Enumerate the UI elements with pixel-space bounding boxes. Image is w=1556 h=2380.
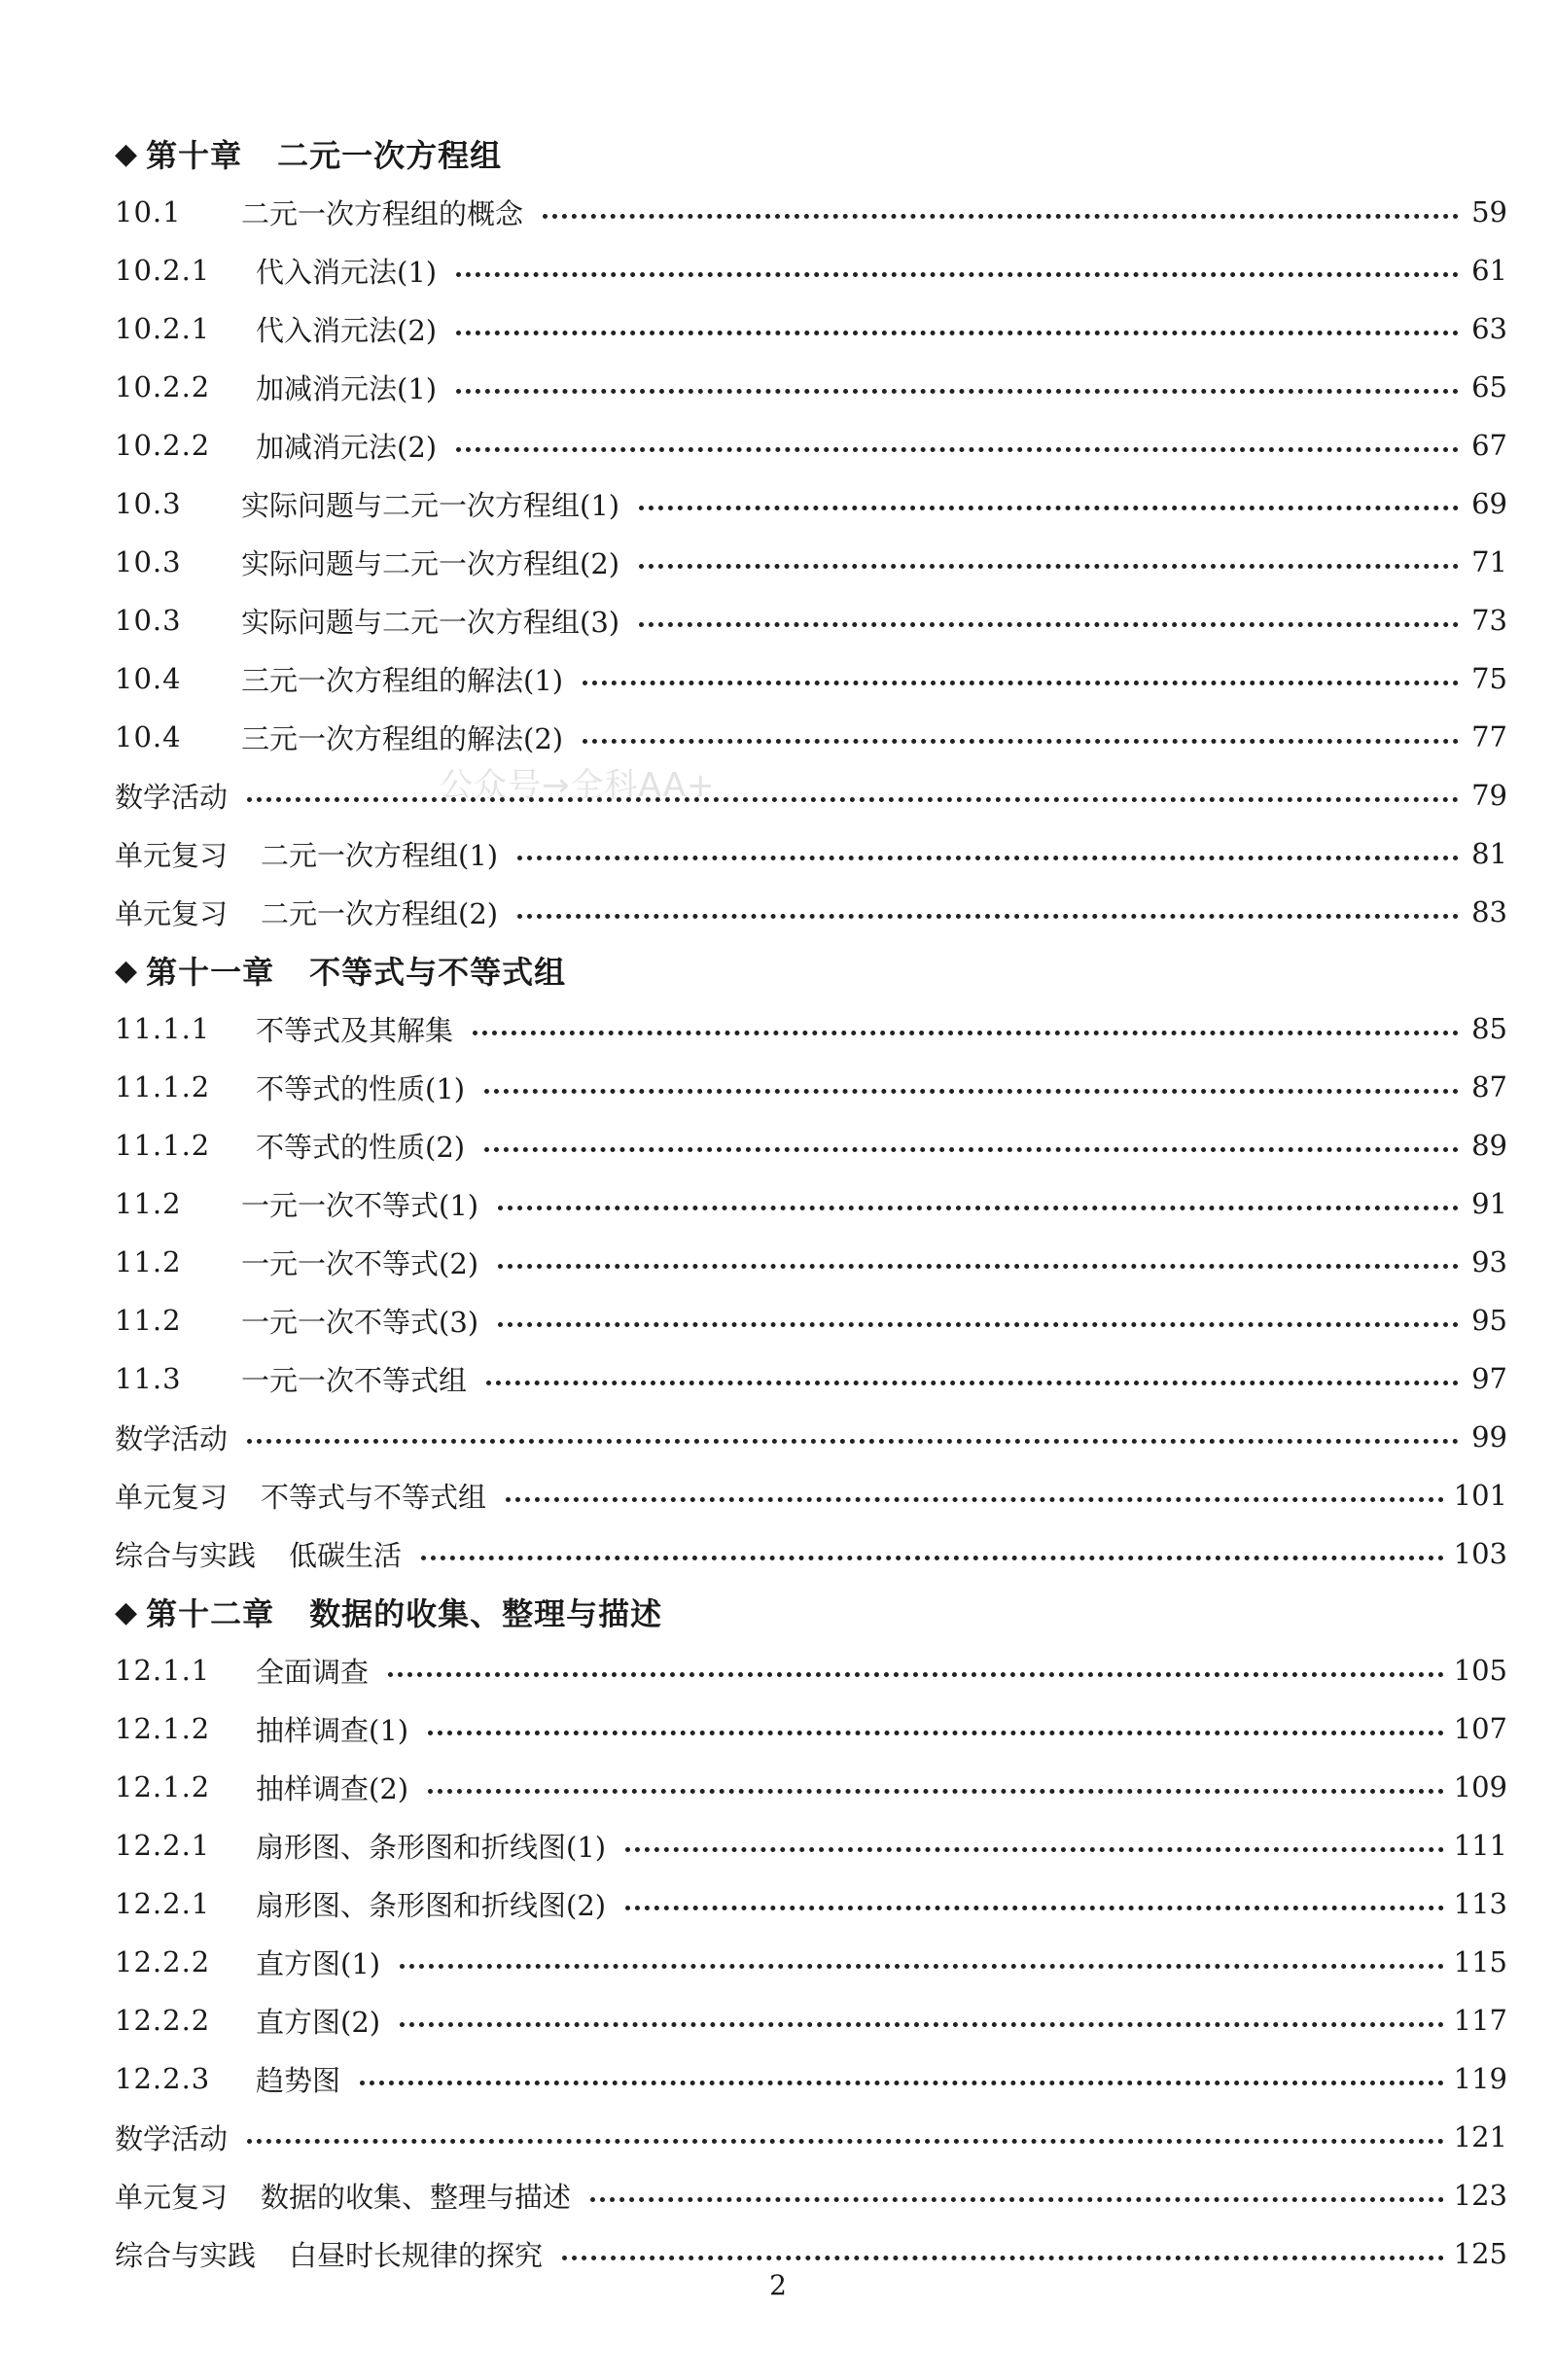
page-number-ref: 71 [1471, 545, 1507, 578]
page-number-ref: 111 [1453, 1829, 1507, 1862]
toc-entry[interactable] [115, 1233, 1507, 1291]
entry-title: 单元复习 [115, 2180, 229, 2214]
entry-title: 综合与实践 [115, 1538, 257, 1572]
dot-leader [517, 914, 1459, 919]
toc-entry[interactable] [115, 241, 1507, 299]
dot-leader [421, 1556, 1444, 1560]
page-number-ref: 91 [1471, 1187, 1507, 1220]
chapter-title: 数据的收集、整理与描述 [309, 1595, 663, 1632]
section-number: 11.2 [115, 1245, 182, 1278]
section-number: 11.1.2 [115, 1070, 211, 1103]
entry-title: 一元一次不等式(2) [241, 1246, 479, 1280]
entry-title-group [256, 1884, 616, 1924]
page-number-ref: 95 [1471, 1304, 1507, 1337]
section-number: 12.1.2 [115, 1770, 211, 1803]
entry-subtitle: 二元一次方程组(1) [261, 838, 499, 872]
dot-leader [360, 2081, 1444, 2085]
dot-leader [583, 681, 1459, 685]
chapter-number: 第十章 [146, 137, 243, 174]
page-number-ref: 87 [1471, 1070, 1507, 1103]
chapter-heading [115, 124, 1507, 183]
page-number-ref: 107 [1453, 1712, 1507, 1745]
section-number: 10.3 [115, 545, 182, 578]
section-number: 10.4 [115, 720, 182, 753]
entry-title: 一元一次不等式(3) [241, 1305, 479, 1339]
entry-title: 实际问题与二元一次方程组(1) [241, 488, 620, 522]
section-number: 11.1.1 [115, 1012, 211, 1045]
page-number-ref: 121 [1453, 2120, 1507, 2153]
entry-title-group [115, 1476, 496, 1516]
entry-title-group [256, 1826, 616, 1866]
entry-title-group [256, 426, 446, 466]
toc-entry[interactable] [115, 1466, 1507, 1524]
entry-title: 数学活动 [115, 1421, 229, 1455]
toc-entry[interactable] [115, 766, 1507, 824]
toc-entry[interactable] [115, 1174, 1507, 1233]
toc-entry[interactable] [115, 824, 1507, 883]
dot-leader [562, 2256, 1444, 2260]
page-number-ref: 83 [1471, 895, 1507, 928]
toc-entry[interactable] [115, 1058, 1507, 1116]
entry-title-group [256, 1768, 418, 1807]
entry-title-group [256, 1651, 378, 1691]
section-number: 12.2.2 [115, 1945, 211, 1978]
page-number-ref: 105 [1453, 1654, 1507, 1687]
toc-entry[interactable] [115, 708, 1507, 766]
entry-title-group [115, 1418, 237, 1457]
entry-title: 加减消元法(1) [256, 371, 438, 405]
entry-title: 三元一次方程组的解法(1) [241, 663, 564, 697]
entry-title-group [115, 776, 237, 816]
dot-leader [498, 1264, 1459, 1269]
entry-subtitle: 不等式与不等式组 [261, 1480, 487, 1514]
entry-title: 实际问题与二元一次方程组(3) [241, 605, 620, 639]
dot-leader [428, 1731, 1444, 1735]
page-number-ref: 101 [1453, 1479, 1507, 1512]
toc-entry[interactable] [115, 591, 1507, 649]
entry-subtitle: 低碳生活 [289, 1538, 403, 1572]
page-number-ref: 67 [1471, 429, 1507, 462]
entry-title-group [115, 892, 508, 932]
dot-leader [247, 797, 1459, 802]
section-number: 12.1.2 [115, 1712, 211, 1745]
page-number-ref: 63 [1471, 312, 1507, 345]
entry-title: 加减消元法(2) [256, 430, 438, 464]
entry-title: 实际问题与二元一次方程组(2) [241, 546, 620, 580]
dot-leader [639, 506, 1459, 510]
dot-leader [590, 2197, 1444, 2202]
page-number-ref: 59 [1471, 195, 1507, 228]
entry-title-group [241, 601, 629, 641]
toc-entry[interactable] [115, 416, 1507, 474]
chapter-heading [115, 1583, 1507, 1641]
page-number-ref: 113 [1453, 1887, 1507, 1920]
entry-title-group [241, 659, 573, 699]
toc-entry[interactable] [115, 999, 1507, 1058]
dot-leader [428, 1789, 1444, 1794]
entry-title-group [115, 2234, 552, 2274]
page-number-ref: 85 [1471, 1012, 1507, 1045]
dot-leader [639, 622, 1459, 627]
diamond-bullet-icon: ◆ [115, 953, 139, 988]
entry-title: 直方图(2) [256, 2005, 381, 2039]
watermark: 公众号→全科AA+ [440, 766, 716, 805]
entry-title-group [256, 251, 446, 291]
dot-leader [625, 1906, 1444, 1910]
page-number-ref: 61 [1471, 254, 1507, 287]
entry-title-group [115, 2118, 237, 2157]
section-number: 10.2.1 [115, 312, 211, 345]
dot-leader [484, 1089, 1459, 1094]
page-number: 2 [769, 2269, 787, 2301]
entry-title-group [256, 1126, 475, 1166]
chapter-number: 第十一章 [146, 954, 275, 991]
entry-title-group [256, 1942, 390, 1982]
dot-leader [486, 1381, 1459, 1385]
toc-entry[interactable] [115, 1699, 1507, 1758]
page-number-ref: 125 [1453, 2237, 1507, 2270]
dot-leader [400, 1964, 1444, 1969]
chapter-heading [115, 941, 1507, 999]
entry-title-group [256, 1068, 475, 1107]
page-number-ref: 89 [1471, 1129, 1507, 1162]
entry-title: 代入消元法(1) [256, 255, 438, 289]
section-number: 12.1.1 [115, 1654, 211, 1687]
page-number-ref: 115 [1453, 1945, 1507, 1978]
dot-leader [583, 739, 1459, 744]
section-number: 10.3 [115, 487, 182, 520]
toc-entry[interactable] [115, 1991, 1507, 2049]
dot-leader [517, 856, 1459, 860]
section-number: 11.1.2 [115, 1129, 211, 1162]
section-number: 12.2.2 [115, 2004, 211, 2037]
chapter-title: 不等式与不等式组 [309, 954, 567, 991]
dot-leader [498, 1206, 1459, 1210]
toc-entry[interactable] [115, 2049, 1507, 2108]
page-number-ref: 117 [1453, 2004, 1507, 2037]
toc-entry[interactable] [115, 1116, 1507, 1174]
entry-title: 单元复习 [115, 838, 229, 872]
toc-entry[interactable] [115, 183, 1507, 241]
entry-title: 抽样调查(1) [256, 1713, 409, 1747]
dot-leader [400, 2022, 1444, 2027]
entry-title: 不等式的性质(1) [256, 1071, 466, 1105]
entry-subtitle: 数据的收集、整理与描述 [261, 2180, 572, 2214]
entry-title-group [256, 309, 446, 349]
entry-title-group [115, 834, 508, 874]
page-number-ref: 81 [1471, 837, 1507, 870]
page-number-ref: 65 [1471, 370, 1507, 403]
section-number: 10.4 [115, 662, 182, 695]
entry-title: 扇形图、条形图和折线图(1) [256, 1830, 607, 1864]
section-number: 10.2.1 [115, 254, 211, 287]
page-number-ref: 123 [1453, 2179, 1507, 2212]
section-number: 10.2.2 [115, 370, 211, 403]
entry-title: 综合与实践 [115, 2238, 257, 2272]
toc-entry[interactable] [115, 649, 1507, 708]
entry-title: 不等式的性质(2) [256, 1130, 466, 1164]
section-number: 10.2.2 [115, 429, 211, 462]
section-number: 11.3 [115, 1362, 182, 1395]
page-number-ref: 109 [1453, 1770, 1507, 1803]
dot-leader [388, 1672, 1444, 1677]
toc-entry[interactable] [115, 1933, 1507, 1991]
page-number-ref: 97 [1471, 1362, 1507, 1395]
dot-leader [639, 564, 1459, 569]
entry-title-group [256, 2059, 350, 2099]
entry-title-group [241, 484, 629, 524]
entry-title: 扇形图、条形图和折线图(2) [256, 1888, 607, 1922]
dot-leader [473, 1031, 1459, 1035]
dot-leader [456, 447, 1459, 452]
entry-subtitle: 白昼时长规律的探究 [289, 2238, 544, 2272]
entry-title-group [241, 542, 629, 582]
toc-entry[interactable] [115, 883, 1507, 941]
dot-leader [247, 2139, 1444, 2144]
diamond-bullet-icon: ◆ [115, 136, 139, 171]
page-number-ref: 119 [1453, 2062, 1507, 2095]
entry-title: 一元一次不等式(1) [241, 1188, 479, 1222]
toc-entry[interactable] [115, 533, 1507, 591]
toc-entry[interactable] [115, 2166, 1507, 2224]
entry-title: 抽样调查(2) [256, 1771, 409, 1805]
toc-entry[interactable] [115, 1758, 1507, 1816]
chapter-title: 二元一次方程组 [277, 137, 503, 174]
toc-entry[interactable] [115, 299, 1507, 358]
page-number-ref: 79 [1471, 779, 1507, 812]
chapter-number: 第十二章 [146, 1595, 275, 1632]
entry-title-group [256, 1009, 463, 1049]
entry-title-group [115, 2176, 581, 2216]
dot-leader [484, 1147, 1459, 1152]
toc-entry[interactable] [115, 474, 1507, 533]
page-number-ref: 93 [1471, 1245, 1507, 1278]
entry-title: 单元复习 [115, 1480, 229, 1514]
page-number-ref: 103 [1453, 1537, 1507, 1570]
entry-title: 趋势图 [256, 2063, 341, 2097]
toc-entry[interactable] [115, 1641, 1507, 1699]
toc-entry[interactable] [115, 358, 1507, 416]
section-number: 12.2.3 [115, 2062, 211, 2095]
toc-entry[interactable] [115, 2108, 1507, 2166]
page-number-ref: 99 [1471, 1420, 1507, 1453]
entry-subtitle: 二元一次方程组(2) [261, 896, 499, 930]
section-number: 11.2 [115, 1187, 182, 1220]
section-number: 10.1 [115, 195, 182, 228]
page-number-ref: 73 [1471, 604, 1507, 637]
entry-title-group [241, 192, 533, 232]
page-number-ref: 69 [1471, 487, 1507, 520]
dot-leader [543, 214, 1459, 219]
table-of-contents [115, 124, 1507, 2283]
entry-title-group [241, 1301, 488, 1341]
entry-title-group [256, 1709, 418, 1749]
section-number: 10.3 [115, 604, 182, 637]
entry-title-group [241, 1359, 477, 1399]
entry-title-group [241, 718, 573, 757]
entry-title: 直方图(1) [256, 1946, 381, 1980]
entry-title: 数学活动 [115, 780, 229, 814]
entry-title-group [241, 1242, 488, 1282]
section-number: 12.2.1 [115, 1829, 211, 1862]
page-number-ref: 75 [1471, 662, 1507, 695]
entry-title-group [241, 1184, 488, 1224]
dot-leader [625, 1847, 1444, 1852]
entry-title: 单元复习 [115, 896, 229, 930]
section-number: 12.2.1 [115, 1887, 211, 1920]
toc-entry[interactable] [115, 1874, 1507, 1933]
dot-leader [506, 1497, 1444, 1502]
dot-leader [247, 1439, 1459, 1444]
toc-entry[interactable] [115, 1524, 1507, 1583]
entry-title: 代入消元法(2) [256, 313, 438, 347]
toc-entry[interactable] [115, 1816, 1507, 1874]
dot-leader [456, 389, 1459, 394]
entry-title-group [256, 2001, 390, 2041]
entry-title: 一元一次不等式组 [241, 1363, 468, 1397]
diamond-bullet-icon: ◆ [115, 1594, 139, 1629]
dot-leader [456, 272, 1459, 277]
toc-entry[interactable] [115, 1291, 1507, 1349]
section-number: 11.2 [115, 1304, 182, 1337]
page-number-ref: 77 [1471, 720, 1507, 753]
toc-entry[interactable] [115, 1408, 1507, 1466]
entry-title: 全面调查 [256, 1655, 370, 1689]
entry-title-group [256, 368, 446, 407]
entry-title: 三元一次方程组的解法(2) [241, 721, 564, 755]
dot-leader [498, 1322, 1459, 1327]
dot-leader [456, 331, 1459, 335]
entry-title: 二元一次方程组的概念 [241, 196, 524, 230]
entry-title-group [115, 1534, 411, 1574]
entry-title: 数学活动 [115, 2121, 229, 2155]
toc-entry[interactable] [115, 1349, 1507, 1408]
entry-title: 不等式及其解集 [256, 1013, 454, 1047]
